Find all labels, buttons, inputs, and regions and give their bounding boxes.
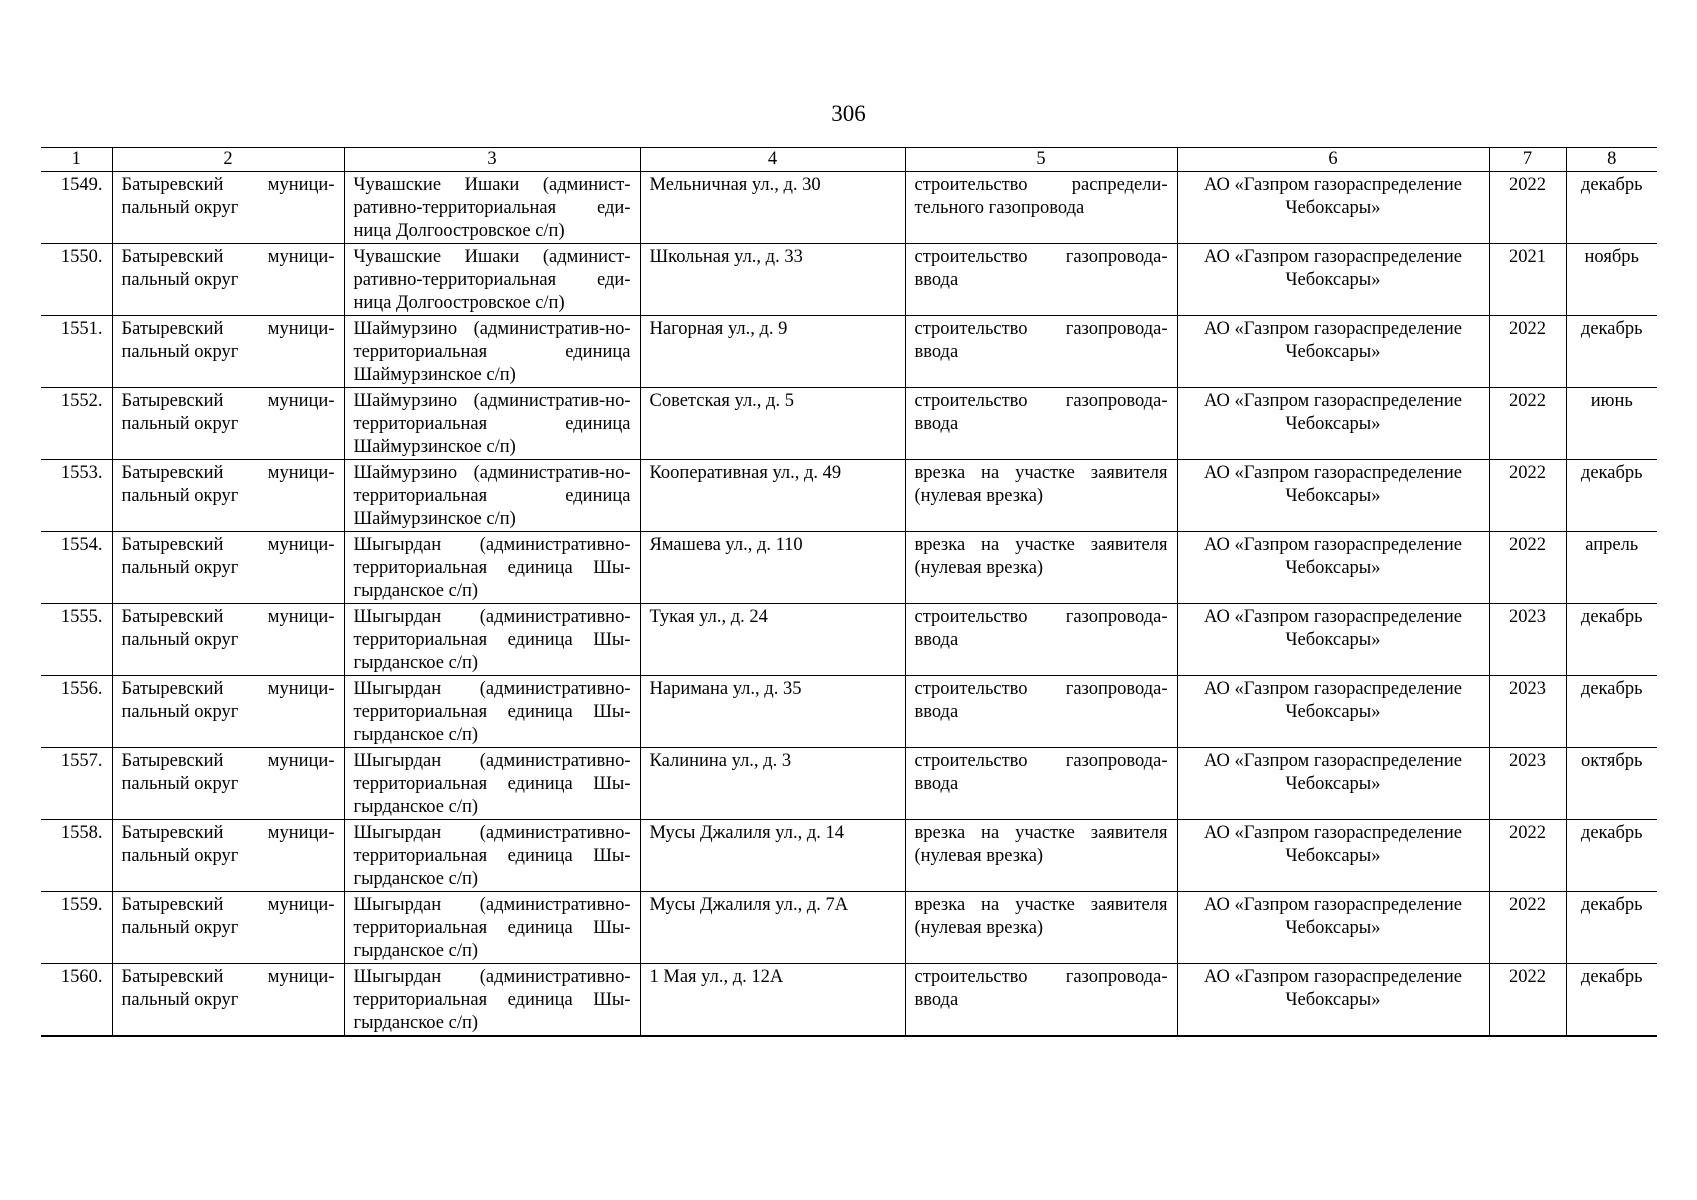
column-header-1: 1 [41,148,112,172]
year-cell: 2022 [1489,316,1566,388]
table-row [41,892,1657,964]
page-number: 306 [831,101,866,126]
district-cell: Батыревский муници-пальный округ [112,820,344,892]
row-number: 1556. [41,676,112,748]
month-cell: апрель [1566,532,1657,604]
table-row [41,964,1657,1037]
work-type-cell: строительство газопровода-ввода [905,604,1177,676]
table-row [41,532,1657,604]
row-number: 1555. [41,604,112,676]
district-cell: Батыревский муници-пальный округ [112,964,344,1037]
locality-cell: Шаймурзино (административ-но-территориальная единица Шаймурзинское с/п) [344,388,640,460]
address-cell: Калинина ул., д. 3 [640,748,905,820]
year-cell: 2022 [1489,172,1566,244]
district-cell: Батыревский муници-пальный округ [112,604,344,676]
table-row [41,244,1657,316]
row-number: 1557. [41,748,112,820]
locality-cell: Шыгырдан (административно-территориальная единица Шы-гырданское с/п) [344,820,640,892]
address-cell: Нагорная ул., д. 9 [640,316,905,388]
row-number: 1559. [41,892,112,964]
address-cell: Наримана ул., д. 35 [640,676,905,748]
year-cell: 2023 [1489,604,1566,676]
table-row [41,460,1657,532]
month-cell: июнь [1566,388,1657,460]
table-row [41,676,1657,748]
organization-cell: АО «Газпром газораспределение Чебоксары» [1177,892,1489,964]
work-type-cell: врезка на участке заявителя (нулевая врезка) [905,460,1177,532]
locality-cell: Шыгырдан (административно-территориальная единица Шы-гырданское с/п) [344,676,640,748]
locality-cell: Шыгырдан (административно-территориальная единица Шы-гырданское с/п) [344,892,640,964]
row-number: 1553. [41,460,112,532]
year-cell: 2022 [1489,892,1566,964]
work-type-cell: строительство газопровода-ввода [905,964,1177,1037]
column-header-5: 5 [905,148,1177,172]
year-cell: 2022 [1489,388,1566,460]
organization-cell: АО «Газпром газораспределение Чебоксары» [1177,172,1489,244]
address-cell: 1 Мая ул., д. 12А [640,964,905,1037]
month-cell: декабрь [1566,964,1657,1037]
work-type-cell: врезка на участке заявителя (нулевая врезка) [905,892,1177,964]
district-cell: Батыревский муници-пальный округ [112,244,344,316]
year-cell: 2022 [1489,460,1566,532]
locality-cell: Чувашские Ишаки (админист-ративно-территориальная еди-ница Долгоостровское с/п) [344,244,640,316]
table-body [41,172,1657,1037]
column-header-4: 4 [640,148,905,172]
gasification-table [41,147,1657,1037]
organization-cell: АО «Газпром газораспределение Чебоксары» [1177,244,1489,316]
table-row [41,748,1657,820]
month-cell: декабрь [1566,604,1657,676]
month-cell: декабрь [1566,172,1657,244]
month-cell: октябрь [1566,748,1657,820]
table-row [41,820,1657,892]
year-cell: 2022 [1489,964,1566,1037]
year-cell: 2021 [1489,244,1566,316]
month-cell: декабрь [1566,892,1657,964]
district-cell: Батыревский муници-пальный округ [112,388,344,460]
work-type-cell: строительство газопровода-ввода [905,676,1177,748]
organization-cell: АО «Газпром газораспределение Чебоксары» [1177,748,1489,820]
district-cell: Батыревский муници-пальный округ [112,748,344,820]
locality-cell: Шаймурзино (административ-но-территориальная единица Шаймурзинское с/п) [344,460,640,532]
month-cell: декабрь [1566,460,1657,532]
address-cell: Тукая ул., д. 24 [640,604,905,676]
row-number: 1560. [41,964,112,1037]
address-cell: Мусы Джалиля ул., д. 7А [640,892,905,964]
locality-cell: Шыгырдан (административно-территориальная единица Шы-гырданское с/п) [344,748,640,820]
locality-cell: Шыгырдан (административно-территориальная единица Шы-гырданское с/п) [344,964,640,1037]
column-header-2: 2 [112,148,344,172]
row-number: 1554. [41,532,112,604]
work-type-cell: врезка на участке заявителя (нулевая врезка) [905,532,1177,604]
locality-cell: Шаймурзино (административ-но-территориальная единица Шаймурзинское с/п) [344,316,640,388]
organization-cell: АО «Газпром газораспределение Чебоксары» [1177,964,1489,1037]
address-cell: Кооперативная ул., д. 49 [640,460,905,532]
organization-cell: АО «Газпром газораспределение Чебоксары» [1177,604,1489,676]
column-header-8: 8 [1566,148,1657,172]
year-cell: 2022 [1489,532,1566,604]
table-row [41,172,1657,244]
district-cell: Батыревский муници-пальный округ [112,532,344,604]
year-cell: 2023 [1489,748,1566,820]
work-type-cell: строительство газопровода-ввода [905,748,1177,820]
locality-cell: Шыгырдан (административно-территориальная единица Шы-гырданское с/п) [344,604,640,676]
row-number: 1551. [41,316,112,388]
table-row [41,388,1657,460]
district-cell: Батыревский муници-пальный округ [112,316,344,388]
column-header-7: 7 [1489,148,1566,172]
row-number: 1550. [41,244,112,316]
work-type-cell: строительство газопровода-ввода [905,244,1177,316]
organization-cell: АО «Газпром газораспределение Чебоксары» [1177,460,1489,532]
column-header-6: 6 [1177,148,1489,172]
organization-cell: АО «Газпром газораспределение Чебоксары» [1177,676,1489,748]
address-cell: Мельничная ул., д. 30 [640,172,905,244]
address-cell: Советская ул., д. 5 [640,388,905,460]
district-cell: Батыревский муници-пальный округ [112,676,344,748]
month-cell: ноябрь [1566,244,1657,316]
district-cell: Батыревский муници-пальный округ [112,892,344,964]
address-cell: Школьная ул., д. 33 [640,244,905,316]
row-number: 1549. [41,172,112,244]
month-cell: декабрь [1566,820,1657,892]
work-type-cell: строительство газопровода-ввода [905,388,1177,460]
work-type-cell: строительство распредели-тельного газопровода [905,172,1177,244]
table-row [41,604,1657,676]
year-cell: 2023 [1489,676,1566,748]
column-header-3: 3 [344,148,640,172]
district-cell: Батыревский муници-пальный округ [112,460,344,532]
organization-cell: АО «Газпром газораспределение Чебоксары» [1177,532,1489,604]
row-number: 1558. [41,820,112,892]
month-cell: декабрь [1566,316,1657,388]
organization-cell: АО «Газпром газораспределение Чебоксары» [1177,388,1489,460]
header-row [41,148,1657,172]
organization-cell: АО «Газпром газораспределение Чебоксары» [1177,820,1489,892]
table-row [41,316,1657,388]
address-cell: Ямашева ул., д. 110 [640,532,905,604]
work-type-cell: строительство газопровода-ввода [905,316,1177,388]
locality-cell: Чувашские Ишаки (админист-ративно-территориальная еди-ница Долгоостровское с/п) [344,172,640,244]
work-type-cell: врезка на участке заявителя (нулевая врезка) [905,820,1177,892]
organization-cell: АО «Газпром газораспределение Чебоксары» [1177,316,1489,388]
year-cell: 2022 [1489,820,1566,892]
district-cell: Батыревский муници-пальный округ [112,172,344,244]
locality-cell: Шыгырдан (административно-территориальная единица Шы-гырданское с/п) [344,532,640,604]
address-cell: Мусы Джалиля ул., д. 14 [640,820,905,892]
month-cell: декабрь [1566,676,1657,748]
row-number: 1552. [41,388,112,460]
